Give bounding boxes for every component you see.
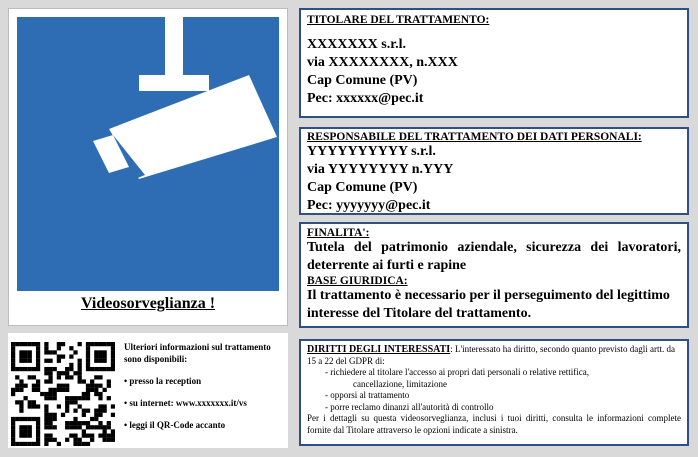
info-item: • su internet: www.xxxxxxx.it/vs <box>124 398 247 408</box>
info-intro: Ulteriori informazioni sul trattamento sono disponibili: <box>124 342 271 364</box>
titolare-panel <box>299 8 689 118</box>
cctv-camera-icon <box>17 17 279 291</box>
responsabile-line: Pec: yyyyyyy@pec.it <box>307 198 431 213</box>
titolare-line: Pec: xxxxxx@pec.it <box>307 91 424 106</box>
diritti-item: - porre reclamo dinanzi all'autorità di controllo <box>325 402 681 414</box>
qr-code-icon[interactable] <box>11 342 115 446</box>
website-link[interactable]: su internet: www.xxxxxxx.it/vs <box>129 398 247 408</box>
diritti-list <box>307 367 681 413</box>
diritti-item: - richiedere al titolare l'accesso ai propri dati personali o relative rettifica, <box>325 367 681 379</box>
diritti-panel <box>299 339 689 446</box>
titolare-line: XXXXXXX s.r.l. <box>307 37 407 52</box>
diritti-footer: Per i dettagli su questa videosorveglianza, inclusi i tuoi diritti, consulta le informazioni complete fornite dal Titolare attraverso le opzioni indicate a sinistra. <box>307 413 681 435</box>
finalita-heading: FINALITA': <box>307 227 370 239</box>
info-panel <box>8 333 288 448</box>
sign-background <box>17 17 279 291</box>
info-item: • presso la reception <box>124 376 202 386</box>
sign-title: Videosorveglianza ! <box>80 295 216 312</box>
titolare-line: Cap Comune (PV) <box>307 73 418 88</box>
responsabile-line: YYYYYYYYYY s.r.l. <box>307 144 436 159</box>
info-item: • leggi il QR-Code accanto <box>124 420 226 430</box>
diritti-item: - opporsi al trattamento <box>325 390 681 402</box>
titolare-heading: TITOLARE DEL TRATTAMENTO: <box>307 14 490 26</box>
diritti-item: cancellazione, limitazione <box>353 378 447 389</box>
info-text <box>124 341 284 431</box>
diritti-heading: DIRITTI DEGLI INTERESSATI <box>307 344 451 355</box>
titolare-line: via XXXXXXXX, n.XXX <box>307 55 458 70</box>
base-giuridica-heading: BASE GIURIDICA: <box>307 275 408 287</box>
sign-panel <box>8 8 288 326</box>
responsabile-line: Cap Comune (PV) <box>307 180 418 195</box>
finalita-panel <box>299 222 689 328</box>
responsabile-panel <box>299 127 689 215</box>
responsabile-line: via YYYYYYYY n.YYY <box>307 162 454 177</box>
base-giuridica-text: Il trattamento è necessario per il perseguimento del legittimo interesse del Titolare del trattamento. <box>307 288 670 321</box>
responsabile-heading: RESPONSABILE DEL TRATTAMENTO DEI DATI PERSONALI: <box>307 131 642 143</box>
finalita-text: Tutela del patrimonio aziendale, sicurezza dei lavoratori, deterrente ai furti e rapine <box>307 240 681 273</box>
diritti-intro: DIRITTI DEGLI INTERESSATI: L'interessato ha diritto, secondo quanto previsto dagli artt. da 15 a 22 del GDPR di: <box>307 344 676 366</box>
